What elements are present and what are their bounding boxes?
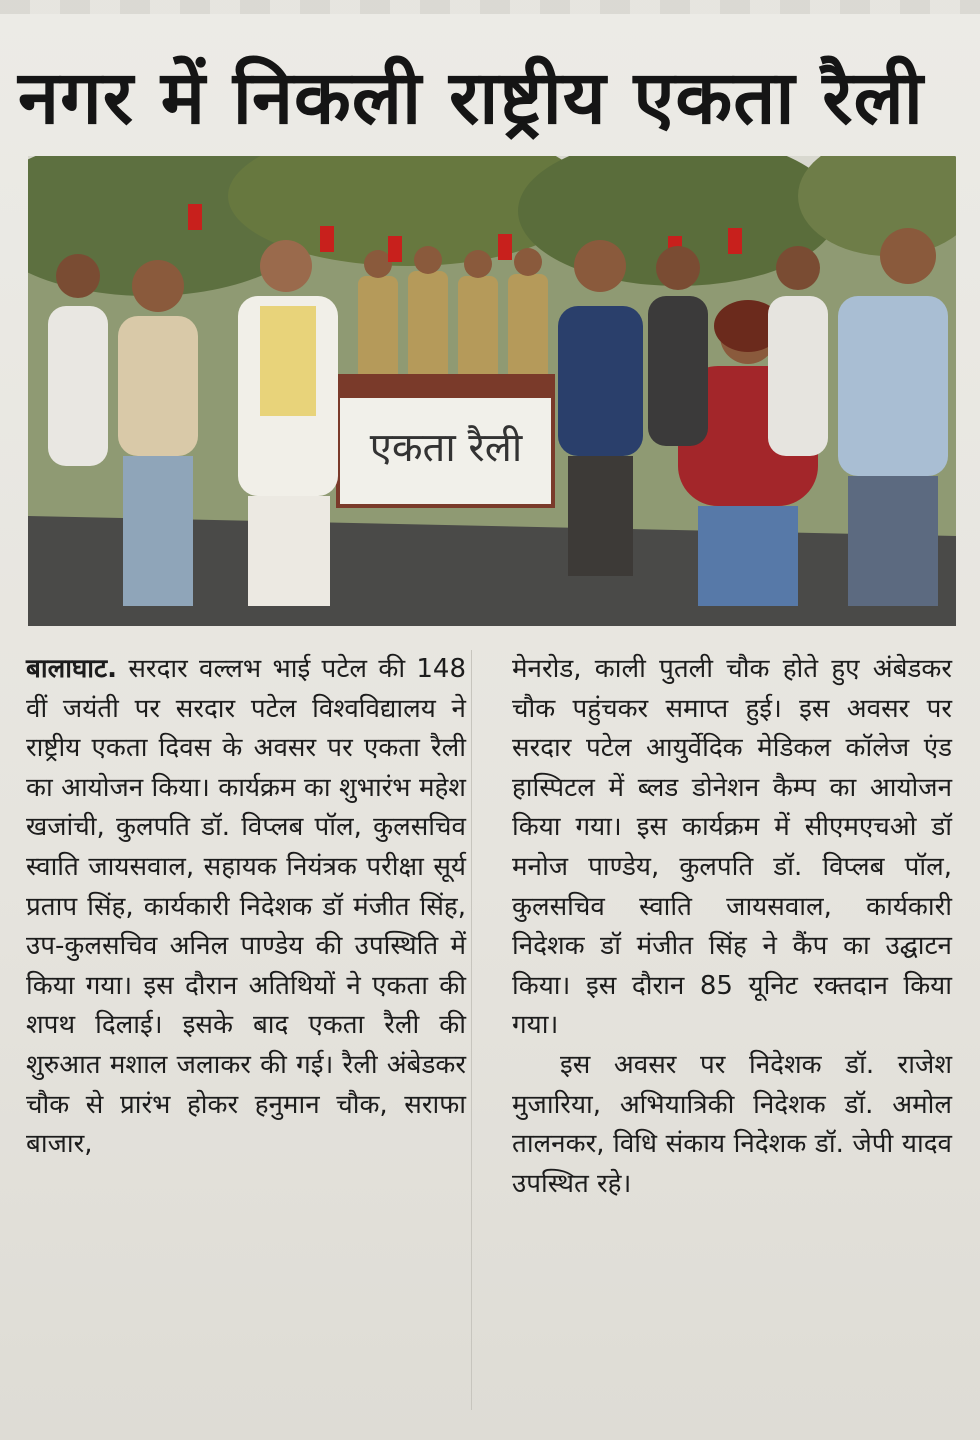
banner-text: एकता रैली (369, 425, 523, 471)
article-text-left: सरदार वल्लभ भाई पटेल की 148 वीं जयंती पर सरदार पटेल विश्वविद्यालय ने राष्ट्रीय एकता दिवस के अवसर पर एकता रैली का आयोजन किया। कार्यक्रम का शुभारंभ महेश खजांची, कुलपति डॉ. विप्लब पॉल, कुलसचिव स्वाति जायसवाल, सहायक नियंत्रक परीक्षा सूर्य प्रताप सिंह, कार्यकारी निदेशक डॉ मंजीत सिंह, उप-कुलसचिव अनिल पाण्डेय की उपस्थिति में किया गया। इस दौरान अतिथियों ने एकता की शपथ दिलाई। इसके बाद एकता रैली की शुरुआत मशाल जलाकर की गई। रैली अंबेडकर चौक से प्रारंभ होकर हनुमान चौक, सराफा बाजार, (26, 654, 467, 1160)
article-text-right-p1: मेनरोड, काली पुतली चौक होते हुए अंबेडकर चौक पहुंचकर समाप्त हुई। इस अवसर पर सरदार पटेल आयुर्वेदिक मेडिकल कॉलेज एंड हास्पिटल में ब्लड डोनेशन कैम्प का आयोजन किया गया। इस कार्यक्रम में सीएमएचओ डॉ मनोज पाण्डेय, कुलपति डॉ. विप्लब पॉल, कुलसचिव स्वाति जायसवाल, कार्यकारी निदेशक डॉ मंजीत सिंह ने कैंप का उद्घाटन किया। इस दौरान 85 यूनिट रक्तदान किया गया। (512, 654, 952, 1041)
article-column-left (26, 650, 466, 1165)
article-column-right (512, 650, 952, 1204)
article-text-right-p2: इस अवसर पर निदेशक डॉ. राजेश मुजारिया, अभियात्रिकी निदेशक डॉ. अमोल तालनकर, विधि संकाय निदेशक डॉ. जेपी यादव उपस्थित रहे। (512, 1049, 952, 1199)
rally-photo (28, 156, 956, 626)
dateline: बालाघाट. (26, 654, 118, 684)
previous-article-edge (0, 0, 980, 14)
headline: नगर में निकली राष्ट्रीय एकता रैली (18, 55, 924, 141)
article-paragraph (26, 650, 466, 1165)
article-body (26, 650, 956, 1410)
